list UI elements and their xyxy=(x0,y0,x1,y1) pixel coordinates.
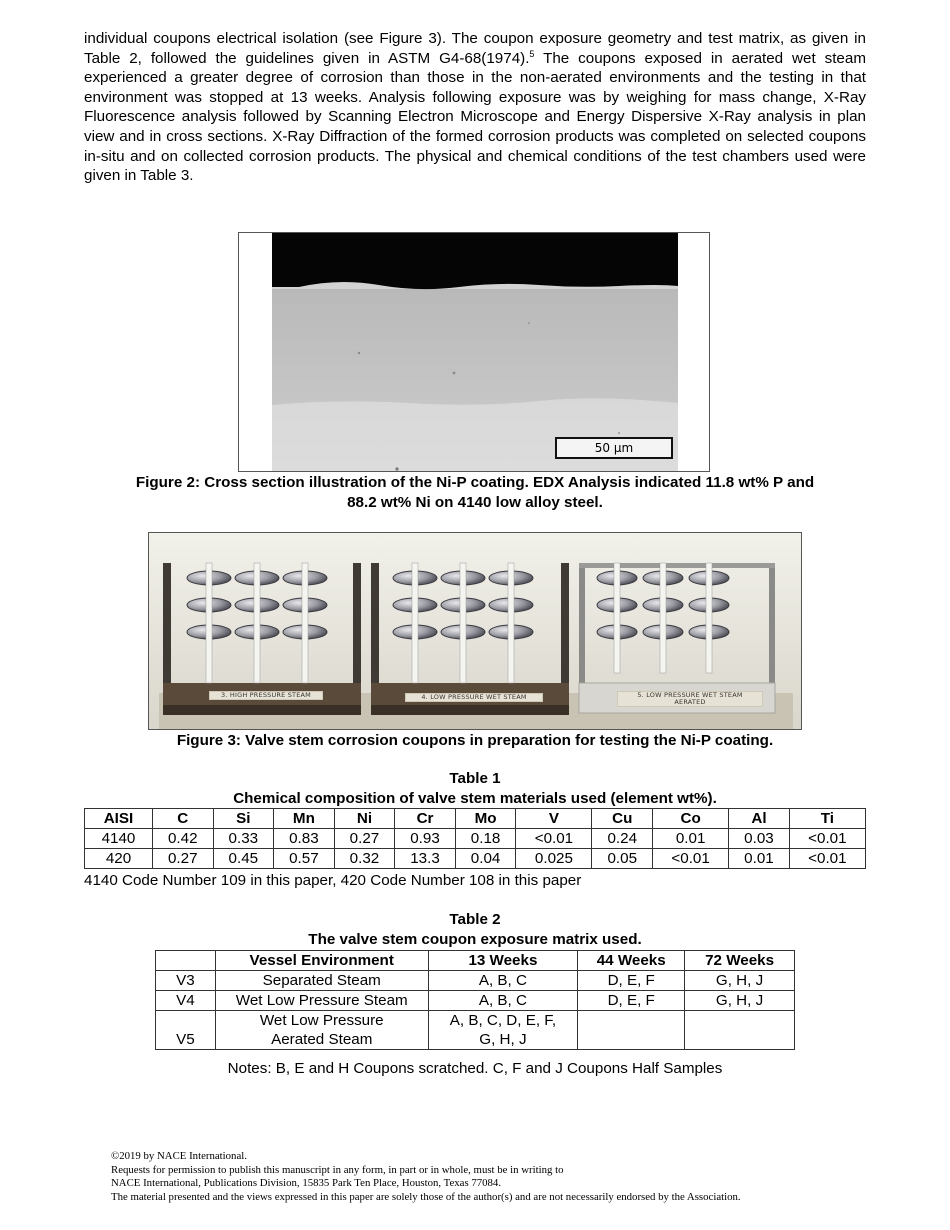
table-header: 13 Weeks xyxy=(428,951,578,971)
table-1-header-row xyxy=(85,809,866,829)
table-cell: Separated Steam xyxy=(215,971,428,991)
table-row xyxy=(156,991,795,1011)
table-cell: <0.01 xyxy=(653,849,729,869)
table-header: AISI xyxy=(85,809,153,829)
table-cell: A, B, C xyxy=(428,971,578,991)
table-header: 72 Weeks xyxy=(685,951,795,971)
table-cell: G, H, J xyxy=(685,991,795,1011)
table-cell: 0.27 xyxy=(152,849,213,869)
table-cell: <0.01 xyxy=(789,829,865,849)
table-cell: V4 xyxy=(156,991,216,1011)
footer-line: NACE International, Publications Division, 15835 Park Ten Place, Houston, Texas 77084. xyxy=(111,1177,502,1190)
body-text-part1: individual coupons electrical isolation (see Figure 3). The coupon exposure geometry and test matrix, as given in Table 2, followed the guidelines given in ASTM G4-68(1974). xyxy=(84,30,866,67)
table-row xyxy=(156,1011,795,1050)
table-cell: 0.01 xyxy=(653,829,729,849)
table-header: Ni xyxy=(334,809,395,829)
rack-label-5-line2: AERATED xyxy=(674,698,706,706)
rack-label-5 xyxy=(617,691,763,707)
table-cell: 0.45 xyxy=(213,849,274,869)
table-row xyxy=(85,849,866,869)
table-cell: D, E, F xyxy=(578,991,685,1011)
table-cell: 13.3 xyxy=(395,849,456,869)
table-cell: 4140 xyxy=(85,829,153,849)
table-header: Co xyxy=(653,809,729,829)
table-cell: 0.24 xyxy=(592,829,653,849)
table-cell xyxy=(215,1011,428,1050)
table-cell: 0.93 xyxy=(395,829,456,849)
table-header: Ti xyxy=(789,809,865,829)
reference-superscript: 5 xyxy=(529,48,535,59)
table-cell: 0.42 xyxy=(152,829,213,849)
rack-label-5-line1: 5. LOW PRESSURE WET STEAM xyxy=(637,691,743,699)
table-cell xyxy=(685,1011,795,1050)
table-header: C xyxy=(152,809,213,829)
table-cell: 0.05 xyxy=(592,849,653,869)
table-2-header-row xyxy=(156,951,795,971)
table-header: Vessel Environment xyxy=(215,951,428,971)
table-cell: 0.04 xyxy=(455,849,516,869)
table-2-exposure-matrix xyxy=(155,950,795,1050)
table-cell: 0.01 xyxy=(729,849,790,869)
table-cell: <0.01 xyxy=(516,829,592,849)
table-cell: V3 xyxy=(156,971,216,991)
table-header: Mn xyxy=(274,809,335,829)
table-cell-line: Aerated Steam xyxy=(271,1031,373,1048)
table-header: Si xyxy=(213,809,274,829)
figure-3-photo xyxy=(148,532,802,730)
figure-2-caption-line1: Figure 2: Cross section illustration of the Ni-P coating. EDX Analysis indicated 11.8 wt% P and xyxy=(135,474,815,491)
table-1-note: 4140 Code Number 109 in this paper, 420 Code Number 108 in this paper xyxy=(84,872,582,889)
table-cell: 0.27 xyxy=(334,829,395,849)
table-header xyxy=(156,951,216,971)
footer-line: The material presented and the views expressed in this paper are solely those of the author(s) and are not necessarily endorsed by the Association. xyxy=(111,1191,741,1204)
table-header: V xyxy=(516,809,592,829)
table-cell: G, H, J xyxy=(685,971,795,991)
table-cell: 0.83 xyxy=(274,829,335,849)
table-cell: 0.03 xyxy=(729,829,790,849)
figure-2-caption-line2: 88.2 wt% Ni on 4140 low alloy steel. xyxy=(347,494,603,511)
table-cell xyxy=(428,1011,578,1050)
table-cell: A, B, C xyxy=(428,991,578,1011)
mount-region xyxy=(272,233,678,289)
table-1-title: Chemical composition of valve stem materials used (element wt%). xyxy=(233,790,717,807)
table-cell-line: A, B, C, D, E, F, xyxy=(449,1012,557,1029)
table-header: Cr xyxy=(395,809,456,829)
footer-line: ©2019 by NACE International. xyxy=(111,1150,247,1162)
table-cell: D, E, F xyxy=(578,971,685,991)
table-row xyxy=(156,971,795,991)
figure-2-micrograph xyxy=(238,232,710,472)
table-row xyxy=(85,829,866,849)
table-cell: 0.025 xyxy=(516,849,592,869)
table-cell: Wet Low Pressure Steam xyxy=(215,991,428,1011)
table-cell: 0.57 xyxy=(274,849,335,869)
body-paragraph xyxy=(84,29,866,186)
table-header: Al xyxy=(729,809,790,829)
table-2-note: Notes: B, E and H Coupons scratched. C, F and J Coupons Half Samples xyxy=(227,1060,723,1077)
scale-bar: 50 µm xyxy=(555,437,673,459)
table-cell: 0.18 xyxy=(455,829,516,849)
table-cell: V5 xyxy=(156,1011,216,1050)
table-cell: <0.01 xyxy=(789,849,865,869)
table-cell: 420 xyxy=(85,849,153,869)
table-header: Mo xyxy=(455,809,516,829)
table-1-label: Table 1 xyxy=(449,770,501,787)
footer-line: Requests for permission to publish this manuscript in any form, in part or in whole, must be in writing to xyxy=(111,1163,564,1176)
table-1-chemical-composition xyxy=(84,808,866,869)
table-cell: 0.33 xyxy=(213,829,274,849)
table-cell xyxy=(578,1011,685,1050)
copyright-footer xyxy=(111,1150,871,1205)
table-cell: 0.32 xyxy=(334,849,395,869)
table-cell-line: Wet Low Pressure xyxy=(259,1012,384,1029)
table-2-label: Table 2 xyxy=(449,911,501,928)
table-2-title: The valve stem coupon exposure matrix used. xyxy=(308,931,642,948)
coating-layer xyxy=(272,289,678,405)
table-header: Cu xyxy=(592,809,653,829)
table-header: 44 Weeks xyxy=(578,951,685,971)
figure-3-caption: Figure 3: Valve stem corrosion coupons in preparation for testing the Ni-P coating. xyxy=(176,732,774,749)
rack-label-4: 4. LOW PRESSURE WET STEAM xyxy=(405,693,543,702)
table-cell-line: G, H, J xyxy=(479,1031,527,1048)
rack-label-3: 3. HIGH PRESSURE STEAM xyxy=(209,691,323,700)
body-text-part2: The coupons exposed in aerated wet steam experienced a greater degree of corrosion than those in the non-aerated environments and the testing in that environment was stopped at 13 weeks. Analysis following exposure was by weighing for mass change, X-Ray Fluorescence analysis followed by Scanning Electron Microscope and Energy Dispersive X-Ray analysis in plan view and in cross sections. X-Ray Diffraction of the formed corrosion products was completed on selected coupons in-situ and on collected corrosion products. The physical and chemical conditions of the test chambers used were given in Table 3. xyxy=(84,49,866,185)
